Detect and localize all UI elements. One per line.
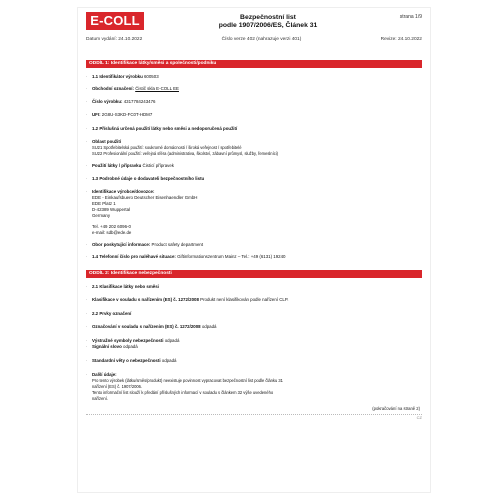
- s13-heading: 1.3 Podrobné údaje o dodavateli bezpečnostního listu: [92, 176, 205, 181]
- other-line-2: nařízení (ES) č. 1907/2006.: [92, 384, 143, 389]
- s11-row: · 1.1 Identifikátor výrobku 600503: [86, 74, 159, 79]
- s12-heading: 1.2 Příslušná určená použití látky nebo směsi a nedoporučená použití: [92, 126, 238, 131]
- print-date: Datum vydání: 24.10.2022: [86, 37, 143, 42]
- signal-row: · Signální slovo odpadá: [86, 344, 138, 349]
- usage-label: Oblast použití: [92, 139, 122, 144]
- footer-divider: [86, 414, 422, 415]
- page-number: strana 1/9: [399, 14, 422, 20]
- s14-label: 1.4 Telefonní číslo pro naléhavé situace:: [92, 254, 176, 259]
- language-code: CZ: [416, 415, 422, 420]
- info-label: Obor poskytující informace:: [92, 242, 151, 247]
- su22-row: SU22 Profesionální použití: veřejná sféra (administrativa, školství, zábavní průmysl, služby, řemeslníci): [92, 151, 279, 156]
- hazard-label: Standardní věty o nebezpečnosti: [92, 358, 161, 363]
- product-no-row: · Číslo výrobku: 4317784243476: [86, 99, 156, 104]
- class-row: · Klasifikace v souladu s nařízením (ES) č. 1272/2008 Produkt není klasifikován podle nařízení CLP.: [86, 297, 289, 302]
- labelling-row: · Označování v souladu s nařízením (ES) č. 1272/2008 odpadá: [86, 324, 217, 329]
- version-number: Číslo verze 402 (nahrazuje verzi 401): [221, 37, 302, 42]
- s11-value: 600503: [143, 74, 159, 79]
- s22-row: · 2.2 Prvky označení: [86, 311, 132, 316]
- usage-row: · Oblast použití: [86, 139, 122, 144]
- revision-date: Revize: 24.10.2022: [380, 37, 422, 42]
- other-line-4: nařízení.: [92, 396, 108, 401]
- s13-row: · 1.3 Podrobné údaje o dodavateli bezpečnostního listu: [86, 176, 205, 181]
- title-line-1: Bezpečnostní list: [240, 14, 296, 21]
- ufi-row: · UFI: 2G8U-S3KD-FC0T-HDM7: [86, 112, 153, 117]
- hazard-row: · Standardní věty o nebezpečnosti odpadá: [86, 358, 177, 363]
- use-label: Použití látky / přípravku: [92, 163, 142, 168]
- supplier-line-2: EDE Platz 1: [92, 201, 116, 206]
- labelling-label: Označování v souladu s nařízením (ES) č. 1272/2008: [92, 324, 201, 329]
- s11-label: 1.1 Identifikátor výrobku: [92, 74, 143, 79]
- document-page: [78, 8, 430, 492]
- class-value: Produkt není klasifikován podle nařízení CLP.: [200, 297, 289, 302]
- product-no-value: 4317784243476: [123, 99, 156, 104]
- labelling-value: odpadá: [201, 324, 217, 329]
- supplier-line-4: Germany: [92, 213, 111, 218]
- s22-heading: 2.2 Prvky označení: [92, 311, 132, 316]
- supplier-line-1: EDE - Einkaufsbuero Deutscher Eisenhaendler GmbH: [92, 195, 198, 200]
- class-label: Klasifikace v souladu s nařízením (ES) č. 1272/2008: [92, 297, 199, 302]
- section-1-heading: ODDÍL 1: Identifikace látky/směsi a společnosti/podniku: [86, 60, 422, 68]
- s21-heading: 2.1 Klasifikace látky nebo směsi: [92, 284, 159, 289]
- su21-row: SU21 Spotřebitelská použití: soukromé domácnosti / široká veřejnost / spotřebitelé: [92, 145, 242, 150]
- pictogram-label: Výstražné symboly nebezpečnosti: [92, 338, 164, 343]
- other-row: · Další údaje:: [86, 372, 117, 377]
- info-row: · Obor poskytující informace: Product safety department: [86, 242, 204, 247]
- other-line-1: Pro tento výrobek (látku/směs/produkt) neexistuje povinnost vypracovat bezpečnostní list podle článku 31: [92, 378, 283, 383]
- supplier-tel: Tel. +49 202 6096-0: [92, 224, 131, 229]
- signal-value: odpadá: [123, 344, 138, 349]
- continued-note: (pokračování na straně 2): [372, 406, 420, 411]
- pictogram-value: odpadá: [164, 338, 180, 343]
- other-label: Další údaje:: [92, 372, 117, 377]
- product-no-label: Číslo výrobku:: [92, 99, 123, 104]
- s12-row: · 1.2 Příslušná určená použití látky nebo směsi a nedoporučená použití: [86, 126, 238, 131]
- supplier-line-3: D-42389 Wuppertal: [92, 207, 130, 212]
- title-line-2: podle 1907/2006/ES, Článek 31: [218, 22, 318, 29]
- s14-value: Giftinformationszentrum Mainz – Tel.: +49 (6131) 19240: [177, 254, 286, 259]
- trade-row: · Obchodní označení: Čistič skla E-COLL EE: [86, 86, 179, 91]
- signal-label: Signální slovo: [92, 344, 122, 349]
- s21-row: · 2.1 Klasifikace látky nebo směsi: [86, 284, 159, 289]
- use-row: · Použití látky / přípravku Čisticí přípravek: [86, 163, 175, 168]
- section-2-heading: ODDÍL 2: Identifikace nebezpečnosti: [86, 270, 422, 278]
- supplier-label: Identifikace výrobce/dovozce:: [92, 189, 155, 194]
- other-line-3: Tento informační list slouží k předání příslušných informací v souladu s článkem 32 výše uvedeného: [92, 390, 274, 395]
- info-value: Product safety department: [151, 242, 204, 247]
- document-title: [168, 14, 368, 30]
- hazard-value: odpadá: [161, 358, 177, 363]
- document-meta: [86, 37, 422, 42]
- trade-label: Obchodní označení:: [92, 86, 134, 91]
- company-logo: E-COLL: [86, 12, 144, 30]
- ufi-label: UFI:: [92, 112, 101, 117]
- trade-value: Čistič skla E-COLL EE: [135, 86, 179, 91]
- pictogram-row: · Výstražné symboly nebezpečnosti odpadá: [86, 338, 180, 343]
- s14-row: · 1.4 Telefonní číslo pro naléhavé situace: Giftinformationszentrum Mainz – Tel.: +49 (6131) 19240: [86, 254, 286, 259]
- supplier-email: e-mail: sdb@ede.de: [92, 230, 132, 235]
- use-value: Čisticí přípravek: [142, 163, 175, 168]
- ufi-value: 2G8U-S3KD-FC0T-HDM7: [101, 112, 153, 117]
- supplier-row: · Identifikace výrobce/dovozce:: [86, 189, 155, 194]
